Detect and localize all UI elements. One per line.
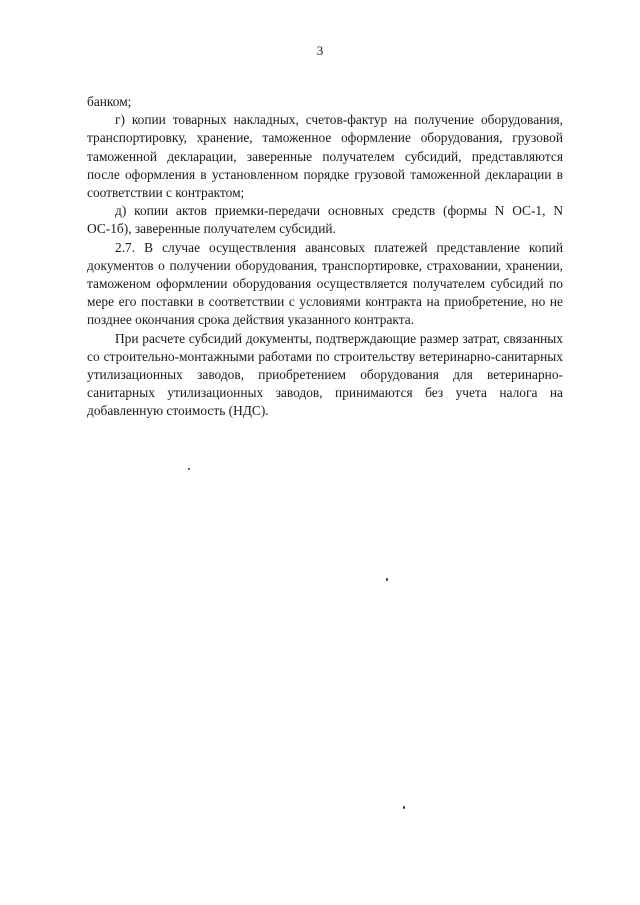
paragraph-item-d: д) копии актов приемки-передачи основных средств (формы N ОС-1, N ОС-1б), заверенные получателем субсидий.	[87, 203, 563, 237]
paragraph-2-7: 2.7. В случае осуществления авансовых платежей представление копий документов о получении оборудования, транспортировке, страховании, хранении, таможеном оформлении оборудования осуществляется получателем субсидий по мере его поставки в соответствии с условиями контракта на приобретение, но не позднее окончания срока действия указанного контракта.	[87, 239, 563, 328]
document-body	[87, 93, 563, 421]
scan-speck	[188, 468, 190, 470]
paragraph-item-g: г) копии товарных накладных, счетов-фактур на получение оборудования, транспортировку, хранение, таможенное оформление оборудования, грузовой таможенной декларации, заверенные получателем субсидий, представляются после оформления в установленном порядке грузовой таможенной декларации в соответствии с контрактом;	[87, 112, 563, 201]
scan-speck	[403, 806, 405, 809]
scan-speck	[386, 578, 388, 581]
page-number: 3	[316, 43, 324, 58]
paragraph-continuation: банком;	[87, 94, 132, 109]
paragraph-subsidy-calculation: При расчете субсидий документы, подтверждающие размер затрат, связанных со строительно-монтажными работами по строительству ветеринарно-санитарных утилизационных заводов, приобретением оборудования для ветеринарно-санитарных утилизационных заводов, принимаются без учета налога на добавленную стоимость (НДС).	[87, 330, 563, 419]
